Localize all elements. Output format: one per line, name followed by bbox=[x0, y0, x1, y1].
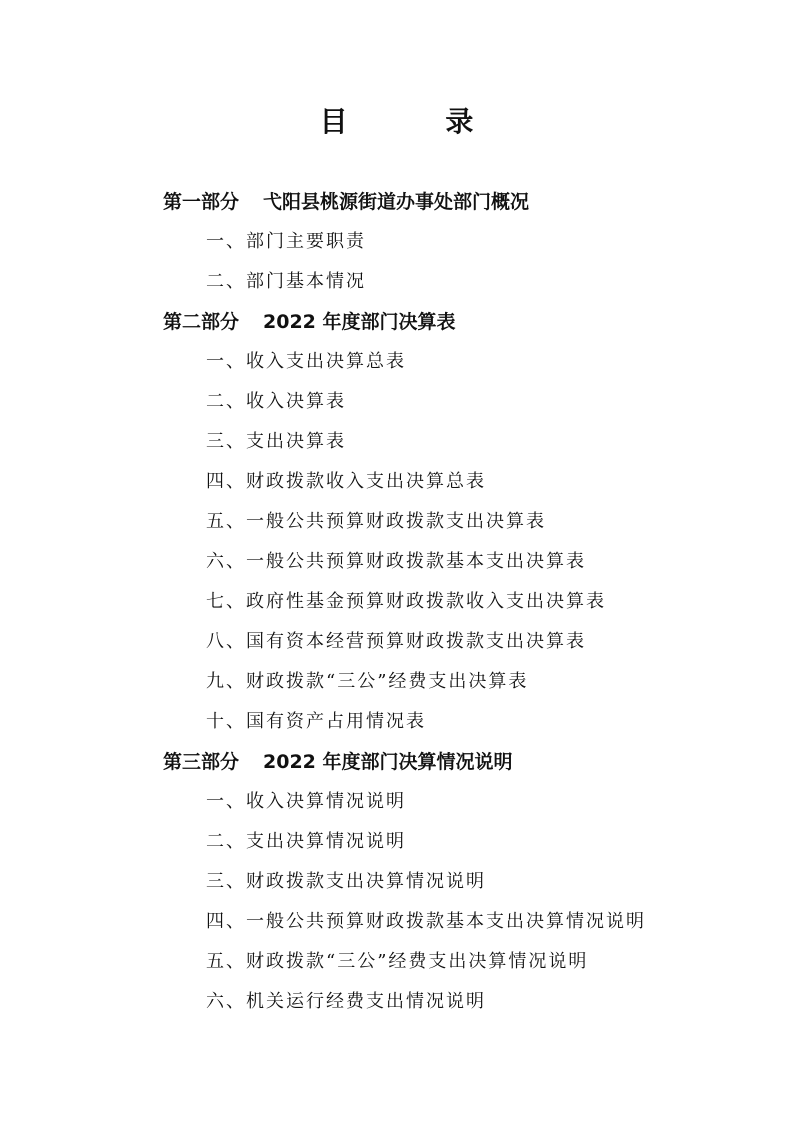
toc-part-1[interactable] bbox=[0, 182, 793, 222]
toc-item[interactable]: 二、支出决算情况说明 bbox=[206, 831, 406, 852]
part-title: 弋阳县桃源街道办事处部门概况 bbox=[263, 191, 530, 213]
toc-item[interactable]: 六、机关运行经费支出情况说明 bbox=[206, 991, 486, 1012]
toc-item[interactable]: 三、支出决算表 bbox=[206, 431, 346, 452]
toc-item[interactable]: 十、国有资产占用情况表 bbox=[206, 711, 426, 732]
toc-item[interactable]: 六、一般公共预算财政拨款基本支出决算表 bbox=[206, 551, 586, 572]
part-number: 第三部分 bbox=[163, 751, 240, 773]
toc-item[interactable]: 四、财政拨款收入支出决算总表 bbox=[206, 471, 486, 492]
table-of-contents bbox=[0, 182, 793, 1022]
toc-item[interactable]: 一、收入决算情况说明 bbox=[206, 791, 406, 812]
toc-part-3[interactable] bbox=[0, 742, 793, 782]
toc-item[interactable]: 三、财政拨款支出决算情况说明 bbox=[206, 871, 486, 892]
toc-item[interactable]: 二、收入决算表 bbox=[206, 391, 346, 412]
toc-item[interactable]: 八、国有资本经营预算财政拨款支出决算表 bbox=[206, 631, 586, 652]
toc-item[interactable]: 七、政府性基金预算财政拨款收入支出决算表 bbox=[206, 591, 606, 612]
part-number: 第二部分 bbox=[163, 311, 240, 333]
toc-item[interactable]: 五、财政拨款“三公”经费支出决算情况说明 bbox=[206, 951, 589, 972]
toc-item[interactable]: 一、收入支出决算总表 bbox=[206, 351, 406, 372]
toc-item[interactable]: 二、部门基本情况 bbox=[206, 271, 366, 292]
toc-part-2[interactable] bbox=[0, 302, 793, 342]
toc-item[interactable]: 九、财政拨款“三公”经费支出决算表 bbox=[206, 671, 529, 692]
part-title: 2022 年度部门决算情况说明 bbox=[263, 751, 513, 773]
part-number: 第一部分 bbox=[163, 191, 240, 213]
toc-item[interactable]: 四、一般公共预算财政拨款基本支出决算情况说明 bbox=[206, 911, 646, 932]
toc-item[interactable]: 五、一般公共预算财政拨款支出决算表 bbox=[206, 511, 546, 532]
toc-item[interactable]: 一、部门主要职责 bbox=[206, 231, 366, 252]
part-title: 2022 年度部门决算表 bbox=[263, 311, 456, 333]
page-title: 目 录 bbox=[319, 105, 518, 138]
